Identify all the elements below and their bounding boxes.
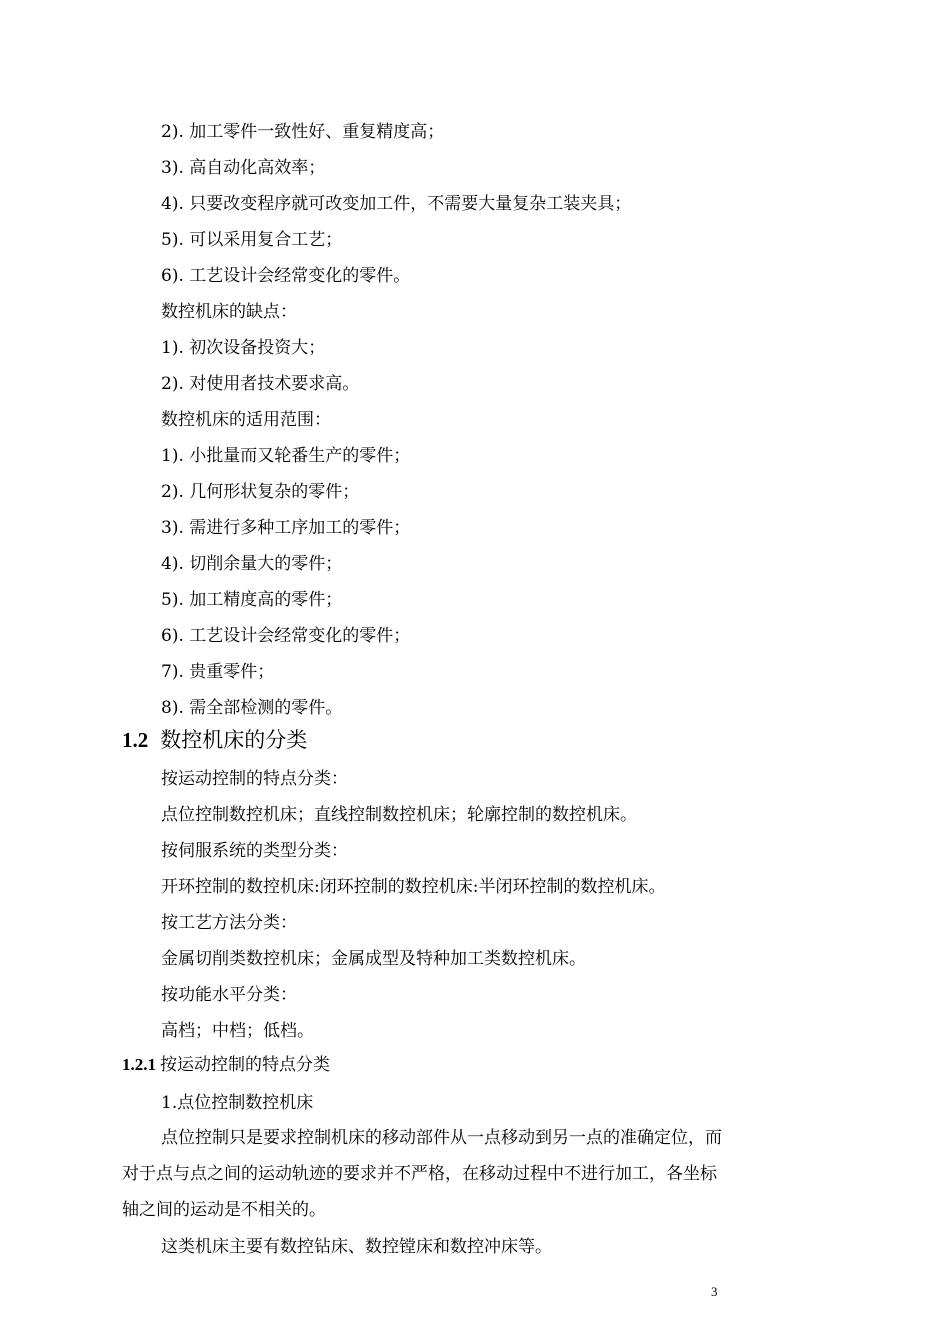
list-item: 1). 小批量而又轮番生产的零件； <box>161 446 411 466</box>
list-item: 1). 初次设备投资大； <box>161 338 326 358</box>
list-item: 5). 加工精度高的零件； <box>161 590 343 610</box>
list-item: 4). 只要改变程序就可改变加工件，不需要大量复杂工装夹具； <box>161 194 632 214</box>
list-item: 3). 需进行多种工序加工的零件； <box>161 518 411 538</box>
list-item: 4). 切削余量大的零件； <box>161 554 343 574</box>
disadvantages-heading: 数控机床的缺点： <box>161 302 297 322</box>
list-item: 6). 工艺设计会经常变化的零件； <box>161 626 411 646</box>
classification-line: 按功能水平分类： <box>161 985 297 1005</box>
classification-line: 开环控制的数控机床:闭环控制的数控机床:半闭环控制的数控机床。 <box>161 877 666 897</box>
classification-line: 按运动控制的特点分类： <box>161 769 348 789</box>
list-item: 3). 高自动化高效率； <box>161 158 326 178</box>
subsection-heading <box>122 1053 330 1077</box>
subsection-number: 1.2.1 <box>122 1055 156 1074</box>
list-item: 2). 对使用者技术要求高。 <box>161 374 360 394</box>
section-number: 1.2 <box>122 728 149 752</box>
paragraph-text: 点位控制只是要求控制机床的移动部件从一点移动到另一点的准确定位，而对于点与点之间的运动轨迹的要求并不严格，在移动过程中不进行加工，各坐标轴之间的运动是不相关的。 <box>122 1128 722 1220</box>
section-heading <box>122 726 307 754</box>
classification-line: 金属切削类数控机床；金属成型及特种加工类数控机床。 <box>161 949 586 969</box>
subsection-title: 按运动控制的特点分类 <box>160 1055 330 1075</box>
list-item: 7). 贵重零件； <box>161 662 275 682</box>
scope-heading: 数控机床的适用范围： <box>161 410 331 430</box>
paragraph <box>122 1120 722 1228</box>
classification-line: 按伺服系统的类型分类： <box>161 841 348 861</box>
list-item: 5). 可以采用复合工艺； <box>161 230 343 250</box>
classification-line: 高档；中档；低档。 <box>161 1021 314 1041</box>
list-item: 6). 工艺设计会经常变化的零件。 <box>161 266 411 286</box>
classification-line: 按工艺方法分类： <box>161 913 297 933</box>
list-item: 8). 需全部检测的零件。 <box>161 698 343 718</box>
list-item: 2). 加工零件一致性好、重复精度高； <box>161 122 445 142</box>
page-number: 3 <box>711 1284 718 1299</box>
section-title: 数控机床的分类 <box>160 728 308 752</box>
classification-line: 点位控制数控机床；直线控制数控机床；轮廓控制的数控机床。 <box>161 805 637 825</box>
subsection-item: 1.点位控制数控机床 <box>161 1093 314 1113</box>
paragraph-2: 这类机床主要有数控钻床、数控镗床和数控冲床等。 <box>161 1237 552 1257</box>
list-item: 2). 几何形状复杂的零件； <box>161 482 360 502</box>
